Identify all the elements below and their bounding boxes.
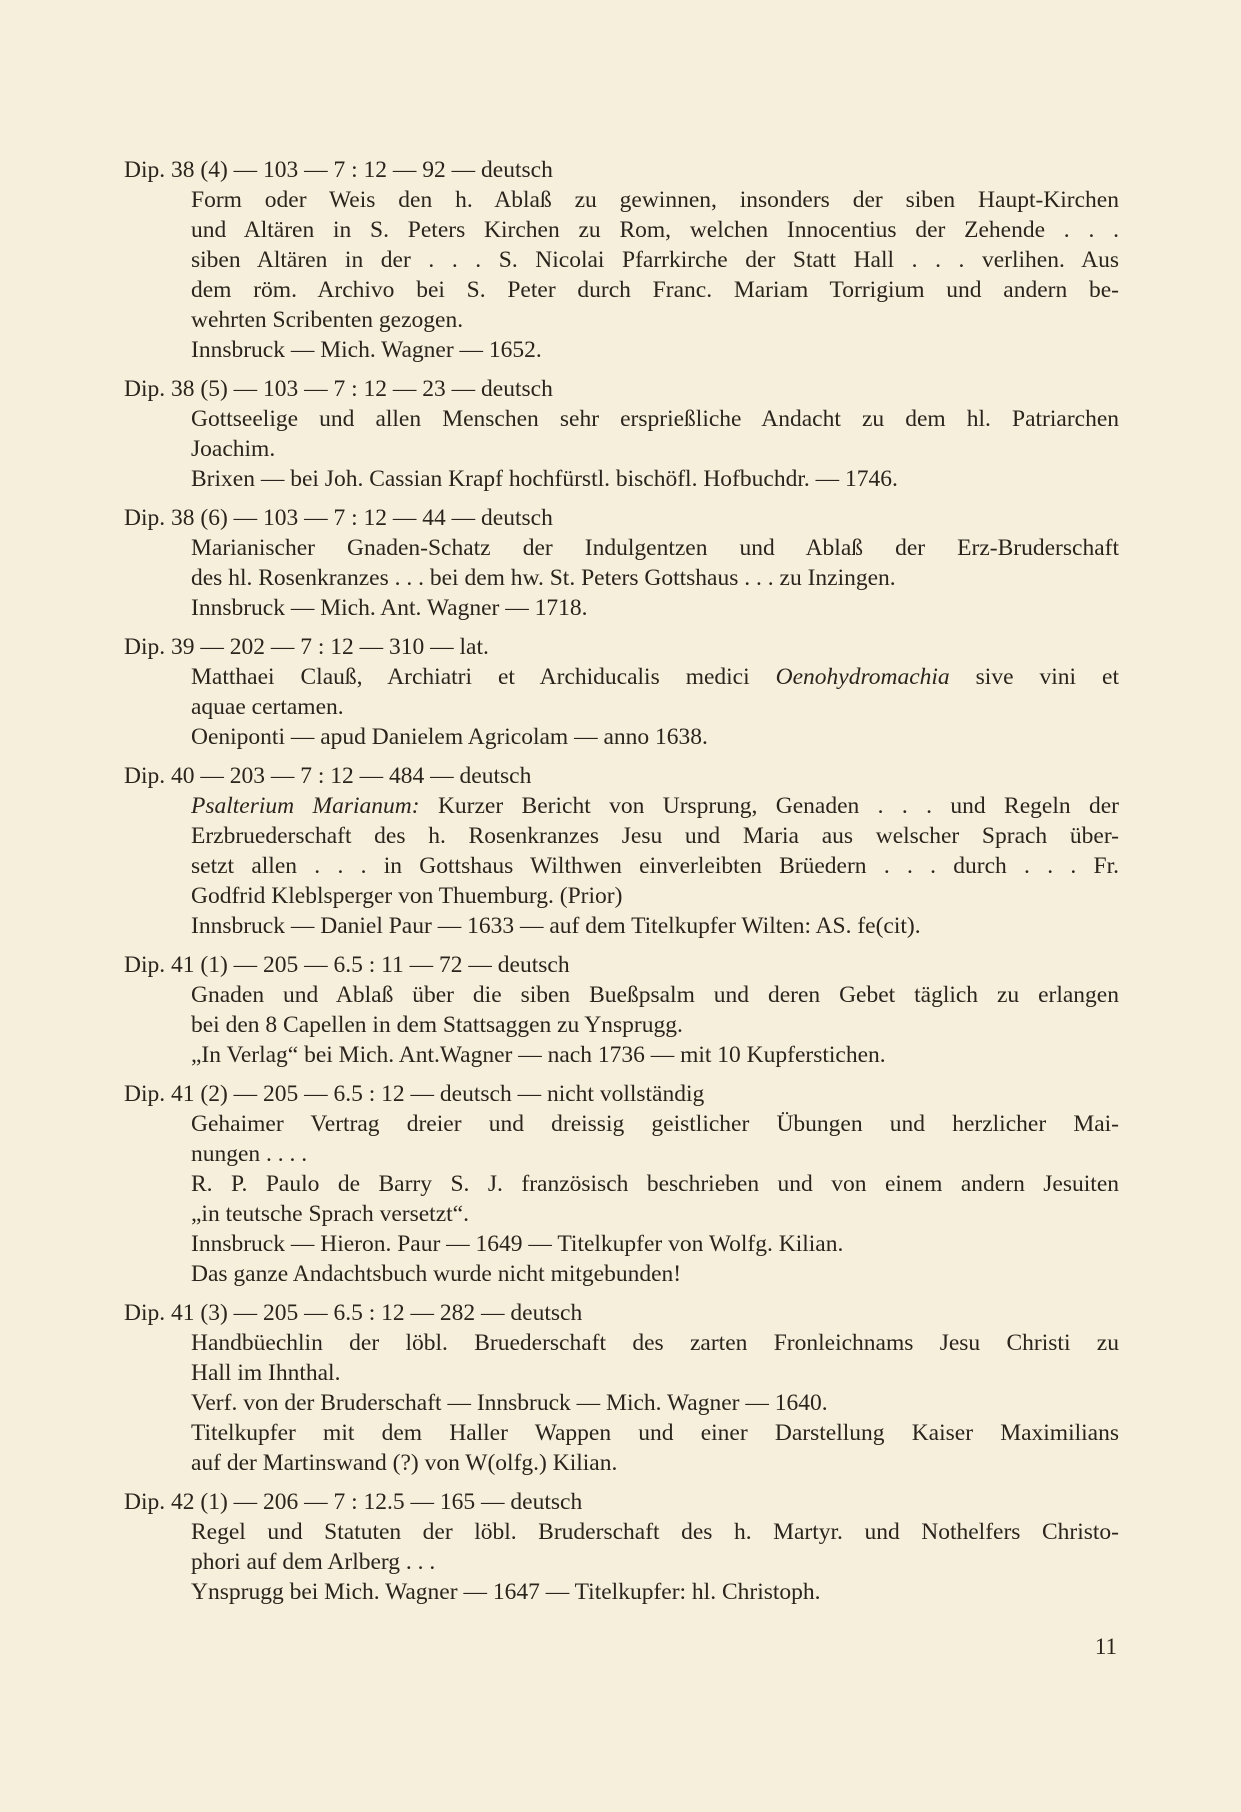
entry-text: Matthaei Clauß, Archiatri et Archiducalis medici: [191, 664, 776, 690]
entry-line: Godfrid Kleblsperger von Thuemburg. (Prior): [191, 883, 623, 909]
entry-line: und Altären in S. Peters Kirchen zu Rom, welchen Innocentius der Zehende . . .: [191, 217, 1119, 243]
entry-line: „in teutsche Sprach versetzt“.: [191, 1201, 469, 1227]
entry-line: Innsbruck — Mich. Wagner — 1652.: [191, 337, 542, 363]
entry-description: [191, 980, 1119, 1070]
entry-line: nungen . . . .: [191, 1141, 308, 1167]
entry-line: Marianischer Gnaden-Schatz der Indulgentzen und Ablaß der Erz-Bruderschaft: [191, 535, 1119, 561]
entry-line: auf der Martinswand (?) von W(olfg.) Kilian.: [191, 1450, 618, 1476]
entry-text: Kurzer Bericht von Ursprung, Genaden . . . und Regeln der: [419, 793, 1119, 819]
entry-description: [191, 404, 1119, 494]
entry-line: Gottseelige und allen Menschen sehr ersprießliche Andacht zu dem hl. Patriarchen: [191, 406, 1119, 432]
entry-description: [191, 791, 1119, 941]
entry-description: [191, 1109, 1119, 1289]
entry-description: [191, 662, 1119, 752]
entry-line: „In Verlag“ bei Mich. Ant.Wagner — nach 1736 — mit 10 Kupferstichen.: [191, 1042, 886, 1068]
entry-line: aquae certamen.: [191, 694, 344, 720]
entry-heading: Dip. 41 (3) — 205 — 6.5 : 12 — 282 — deutsch: [124, 1300, 583, 1326]
catalog-entry: [124, 155, 1119, 365]
entry-line: phori auf dem Arlberg . . .: [191, 1549, 436, 1575]
catalog-entry: [124, 503, 1119, 623]
catalog-entry: [124, 761, 1119, 941]
entry-line: Handbüechlin der löbl. Bruederschaft des zarten Fronleichnams Jesu Christi zu: [191, 1330, 1119, 1356]
catalog-entry: [124, 1487, 1119, 1607]
catalog-entry: [124, 1298, 1119, 1478]
entry-text: sive vini et: [949, 664, 1119, 690]
entry-line: R. P. Paulo de Barry S. J. französisch beschrieben und von einem andern Jesuiten: [191, 1171, 1119, 1197]
entry-line: Oeniponti — apud Danielem Agricolam — anno 1638.: [191, 724, 708, 750]
entry-heading: Dip. 38 (4) — 103 — 7 : 12 — 92 — deutsch: [124, 157, 553, 183]
entry-line: Gnaden und Ablaß über die siben Bueßpsalm und deren Gebet täglich zu erlangen: [191, 982, 1119, 1008]
entry-line: Gehaimer Vertrag dreier und dreissig geistlicher Übungen und herzlicher Mai-: [191, 1111, 1119, 1137]
entry-line: siben Altären in der . . . S. Nicolai Pfarrkirche der Statt Hall . . . verlihen. Aus: [191, 247, 1119, 273]
entry-line: Brixen — bei Joh. Cassian Krapf hochfürstl. bischöfl. Hofbuchdr. — 1746.: [191, 466, 898, 492]
catalog-entries: [124, 155, 1119, 1616]
italic-title: Oenohydromachia: [775, 664, 950, 690]
catalog-entry: [124, 1079, 1119, 1289]
entry-line: Hall im Ihnthal.: [191, 1360, 341, 1386]
entry-line: Titelkupfer mit dem Haller Wappen und einer Darstellung Kaiser Maximilians: [191, 1420, 1119, 1446]
entry-heading: Dip. 41 (2) — 205 — 6.5 : 12 — deutsch — nicht vollständig: [124, 1081, 705, 1107]
entry-heading: Dip. 42 (1) — 206 — 7 : 12.5 — 165 — deutsch: [124, 1489, 583, 1515]
entry-line: Regel und Statuten der löbl. Bruderschaft des h. Martyr. und Nothelfers Christo-: [191, 1519, 1119, 1545]
entry-line: Innsbruck — Mich. Ant. Wagner — 1718.: [191, 595, 588, 621]
entry-line: Innsbruck — Daniel Paur — 1633 — auf dem Titelkupfer Wilten: AS. fe(cit).: [191, 913, 921, 939]
entry-line: [191, 791, 1119, 821]
entry-line: Form oder Weis den h. Ablaß zu gewinnen, insonders der siben Haupt-Kirchen: [191, 187, 1119, 213]
entry-line: setzt allen . . . in Gottshaus Wilthwen einverleibten Brüedern . . . durch . . . Fr.: [191, 853, 1119, 879]
entry-heading: Dip. 39 — 202 — 7 : 12 — 310 — lat.: [124, 634, 489, 660]
entry-line: wehrten Scribenten gezogen.: [191, 307, 464, 333]
entry-line: Das ganze Andachtsbuch wurde nicht mitgebunden!: [191, 1261, 682, 1287]
entry-line: Verf. von der Bruderschaft — Innsbruck — Mich. Wagner — 1640.: [191, 1390, 828, 1416]
catalog-entry: [124, 632, 1119, 752]
entry-line: Innsbruck — Hieron. Paur — 1649 — Titelkupfer von Wolfg. Kilian.: [191, 1231, 844, 1257]
catalog-entry: [124, 374, 1119, 494]
entry-heading: Dip. 38 (6) — 103 — 7 : 12 — 44 — deutsch: [124, 505, 553, 531]
entry-line: des hl. Rosenkranzes . . . bei dem hw. St. Peters Gottshaus . . . zu Inzingen.: [191, 565, 896, 591]
entry-description: [191, 1517, 1119, 1607]
entry-description: [191, 1328, 1119, 1478]
page-number: 11: [1094, 1634, 1117, 1659]
entry-line: [191, 662, 1119, 692]
entry-line: Ynsprugg bei Mich. Wagner — 1647 — Titelkupfer: hl. Christoph.: [191, 1579, 821, 1605]
entry-line: Joachim.: [191, 436, 276, 462]
entry-description: [191, 533, 1119, 623]
entry-description: [191, 185, 1119, 365]
entry-line: Erzbruederschaft des h. Rosenkranzes Jesu und Maria aus welscher Sprach über-: [191, 823, 1119, 849]
entry-heading: Dip. 40 — 203 — 7 : 12 — 484 — deutsch: [124, 763, 532, 789]
entry-line: dem röm. Archivo bei S. Peter durch Franc. Mariam Torrigium und andern be-: [191, 277, 1119, 303]
italic-title: Psalterium Marianum:: [191, 793, 420, 819]
catalog-entry: [124, 950, 1119, 1070]
entry-heading: Dip. 38 (5) — 103 — 7 : 12 — 23 — deutsch: [124, 376, 553, 402]
entry-line: bei den 8 Capellen in dem Stattsaggen zu Ynsprugg.: [191, 1012, 683, 1038]
entry-heading: Dip. 41 (1) — 205 — 6.5 : 11 — 72 — deutsch: [124, 952, 570, 978]
